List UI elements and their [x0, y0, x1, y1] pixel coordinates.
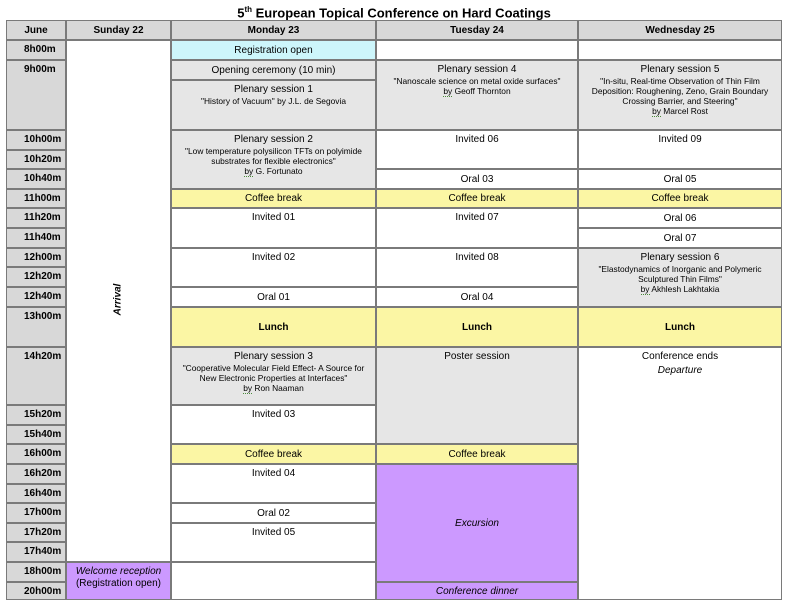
plenary-author: by Geoff Thornton: [443, 86, 511, 96]
monday-plenary-2: [171, 130, 376, 189]
plenary-title: Plenary session 5: [640, 64, 720, 75]
plenary-title: Plenary session 2: [234, 134, 313, 145]
time-slot: 11h00m: [6, 189, 66, 208]
plenary-description: "History of Vacuum" by J.L. de Segovia: [201, 96, 346, 106]
wednesday-oral-06: Oral 06: [578, 208, 782, 228]
header-monday: Monday 23: [171, 20, 376, 40]
tuesday-oral-03: Oral 03: [376, 169, 578, 189]
plenary-author: by Ron Naaman: [243, 383, 304, 393]
tuesday-invited-06: Invited 06: [376, 130, 578, 169]
plenary-description: "In-situ, Real-time Observation of Thin Film Deposition: Roughening, Zeno, Grain Boundary Crossing Barrier, and Steering": [591, 76, 769, 106]
time-slot: 8h00m: [6, 40, 66, 60]
welcome-reception-label: Welcome reception: [75, 566, 162, 577]
tuesday-plenary-4: [376, 60, 578, 130]
monday-invited-05: Invited 05: [171, 523, 376, 562]
time-slot: 20h00m: [6, 582, 66, 600]
wednesday-oral-05: Oral 05: [578, 169, 782, 189]
wednesday-lunch: Lunch: [578, 307, 782, 347]
plenary-description: "Low temperature polysilicon TFTs on polyimide substrates for flexible electronics": [185, 146, 362, 166]
wednesday-invited-09: Invited 09: [578, 130, 782, 169]
monday-coffee-break: Coffee break: [171, 189, 376, 208]
time-slot: 9h00m: [6, 60, 66, 130]
monday-oral-02: Oral 02: [171, 503, 376, 523]
time-slot: 10h20m: [6, 150, 66, 169]
time-slot: 17h20m: [6, 523, 66, 542]
header-sunday: Sunday 22: [66, 20, 171, 40]
time-slot: 18h00m: [6, 562, 66, 582]
wednesday-plenary-5: [578, 60, 782, 130]
time-slot: 16h00m: [6, 444, 66, 464]
monday-oral-01: Oral 01: [171, 287, 376, 307]
time-slot: 12h20m: [6, 267, 66, 287]
monday-coffee-break-2: Coffee break: [171, 444, 376, 464]
plenary-title: Plenary session 4: [437, 64, 517, 75]
monday-plenary-1: [171, 80, 376, 130]
tuesday-oral-04: Oral 04: [376, 287, 578, 307]
time-slot: 12h00m: [6, 248, 66, 267]
tuesday-invited-07: Invited 07: [376, 208, 578, 248]
departure-label: Departure: [657, 365, 703, 376]
monday-invited-03: Invited 03: [171, 405, 376, 444]
plenary-author: by Akhlesh Lakhtakia: [640, 284, 720, 294]
time-slot: 16h20m: [6, 464, 66, 484]
plenary-title: Plenary session 3: [234, 351, 313, 362]
page-title: 5th European Topical Conference on Hard Coatings: [237, 5, 551, 21]
time-slot: 15h20m: [6, 405, 66, 425]
monday-invited-01: Invited 01: [171, 208, 376, 248]
plenary-author: by Marcel Rost: [652, 106, 708, 116]
tuesday-coffee-break: Coffee break: [376, 189, 578, 208]
plenary-description: "Elastodynamics of Inorganic and Polymeric Sculptured Thin Films": [598, 264, 762, 284]
header-corner: June: [6, 20, 66, 40]
tuesday-coffee-break-2: Coffee break: [376, 444, 578, 464]
plenary-author: by G. Fortunato: [244, 166, 303, 176]
monday-invited-02: Invited 02: [171, 248, 376, 287]
registration-open-note: (Registration open): [75, 578, 162, 589]
monday-invited-04: Invited 04: [171, 464, 376, 503]
header-wednesday: Wednesday 25: [578, 20, 782, 40]
monday-opening-ceremony: Opening ceremony (10 min): [171, 60, 376, 80]
tuesday-lunch: Lunch: [376, 307, 578, 347]
time-slot: 11h40m: [6, 228, 66, 248]
tuesday-invited-08: Invited 08: [376, 248, 578, 287]
plenary-description: "Nanoscale science on metal oxide surfaces": [393, 76, 561, 86]
time-slot: 17h00m: [6, 503, 66, 523]
wednesday-plenary-6: [578, 248, 782, 307]
plenary-title: Plenary session 1: [234, 84, 313, 95]
wednesday-8h-empty: [578, 40, 782, 60]
wednesday-conference-ends: [578, 347, 782, 600]
monday-lunch: Lunch: [171, 307, 376, 347]
time-slot: 16h40m: [6, 484, 66, 503]
header-tuesday: Tuesday 24: [376, 20, 578, 40]
sunday-welcome-reception: [66, 562, 171, 600]
time-slot: 15h40m: [6, 425, 66, 444]
time-slot: 10h00m: [6, 130, 66, 150]
tuesday-poster-session: Poster session: [376, 347, 578, 444]
sunday-arrival-label: Arrival: [112, 283, 124, 316]
tuesday-excursion: Excursion: [376, 464, 578, 582]
time-slot: 11h20m: [6, 208, 66, 228]
monday-plenary-3: [171, 347, 376, 405]
wednesday-oral-07: Oral 07: [578, 228, 782, 248]
time-slot: 10h40m: [6, 169, 66, 189]
plenary-description: "Cooperative Molecular Field Effect- A Source for New Electronic Properties at Interfaces": [182, 363, 365, 383]
time-slot: 13h00m: [6, 307, 66, 347]
time-slot: 14h20m: [6, 347, 66, 405]
time-slot: 12h40m: [6, 287, 66, 307]
tuesday-8h-empty: [376, 40, 578, 60]
sunday-arrival-block: [66, 40, 171, 562]
monday-evening-empty: [171, 562, 376, 600]
conference-ends-label: Conference ends: [641, 351, 719, 362]
time-slot: 17h40m: [6, 542, 66, 562]
monday-registration: Registration open: [171, 40, 376, 60]
tuesday-conference-dinner: Conference dinner: [376, 582, 578, 600]
plenary-title: Plenary session 6: [640, 252, 720, 263]
wednesday-coffee-break: Coffee break: [578, 189, 782, 208]
